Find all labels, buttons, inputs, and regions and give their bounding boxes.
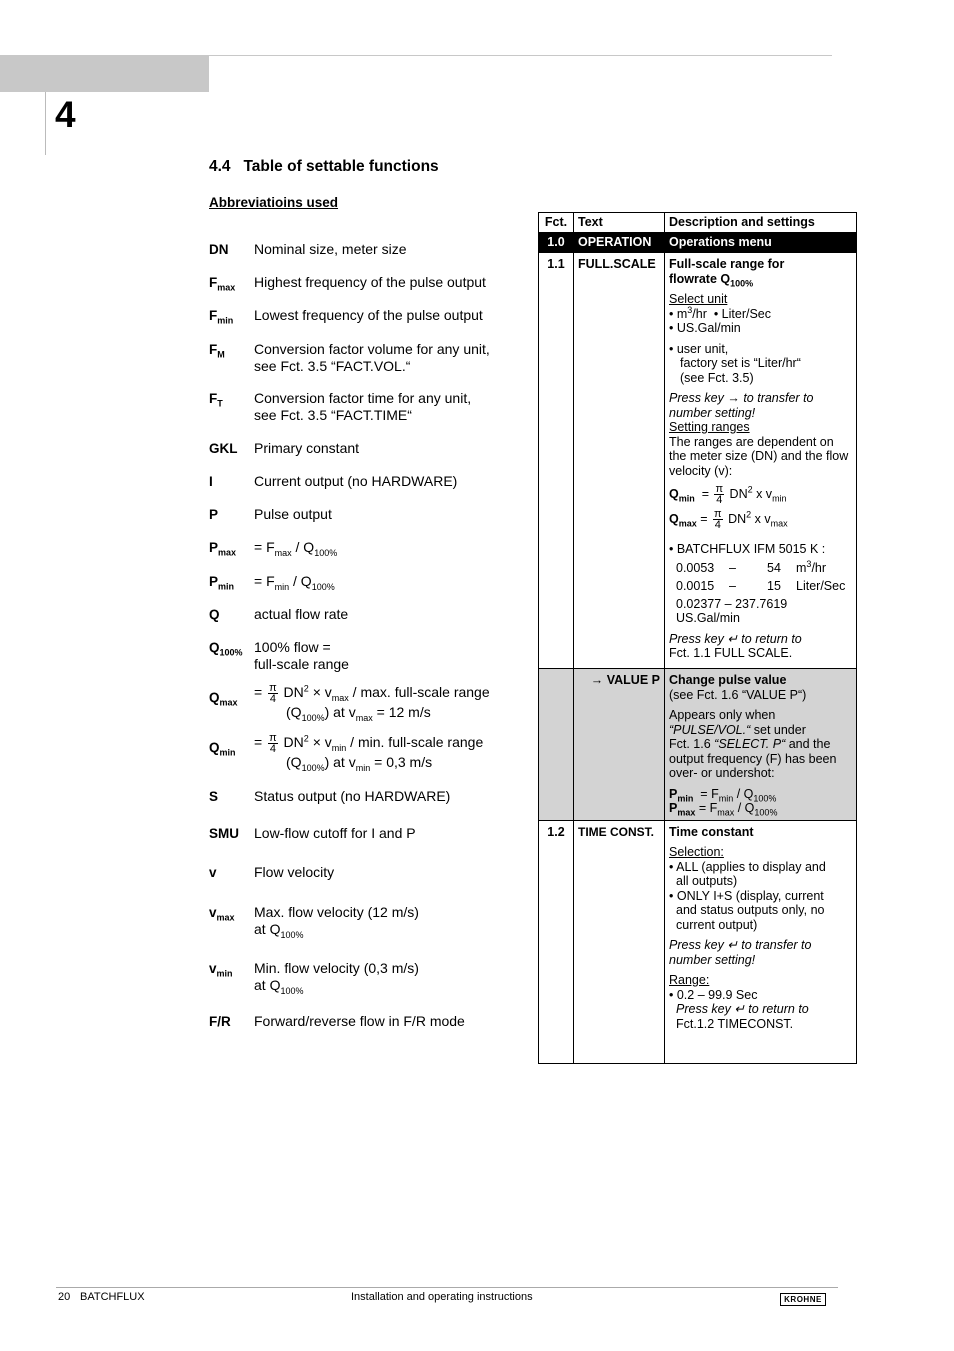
- chapter-number: 4: [55, 94, 76, 135]
- abbr-key: F/R: [209, 1014, 231, 1029]
- krohne-logo: KROHNE: [780, 1293, 826, 1306]
- abbr-value: Conversion factor volume for any unit, see Fct. 3.5 “FACT.VOL.“: [254, 341, 490, 374]
- desc-cell: Time constant Selection: • ALL (applies to display and all outputs) • ONLY I+S (display, current and status outputs only, no current output) Press key ↵ to transfer to number setting! Range: • 0.2 – 99.9 Sec Press key ↵ to return to Fct.1.2 TIMECONST.: [665, 820, 857, 1063]
- abbr-value: Conversion factor time for any unit, see Fct. 3.5 “FACT.TIME“: [254, 390, 472, 423]
- fct-cell: [539, 669, 574, 821]
- chapter-tab: [0, 55, 209, 92]
- pi-over-4: $\frac{\pi}{4}$: [715, 483, 724, 506]
- header-fct: Fct.: [539, 213, 574, 233]
- functions-table: [538, 212, 857, 1064]
- abbr-key: $v_{max}$: [209, 905, 235, 923]
- desc-cell: Change pulse value (see Fct. 1.6 “VALUE P“) Appears only when “PULSE/VOL.“ set under Fct. 1.6 “SELECT. P“ and the output frequency (F) has been over- or undershot: $P_{min} = F_{min} / Q_{100\%}$ $P_{max} = F_{max} / Q_{100\%}$: [665, 669, 857, 821]
- table-row-time-const: [539, 820, 857, 1063]
- section-title: 4.4 Table of settable functions: [209, 158, 439, 175]
- header-description: Description and settings: [665, 213, 857, 233]
- abbr-key: $F_T$: [209, 391, 223, 409]
- abbr-key: $P_{min}$: [209, 574, 235, 592]
- text-cell: FULL.SCALE: [574, 253, 665, 669]
- abbr-value: = $\frac{\pi}{4}$ $DN^2 \times v_{min} / \min$. full-scale range $(Q_{100\%})$ at $v_{min} = 0,3$ m/s: [254, 732, 484, 773]
- table-row-value-p: [539, 669, 857, 821]
- abbr-key: $F_{min}$: [209, 308, 234, 326]
- abbr-value: Flow velocity: [254, 864, 335, 880]
- abbr-value: = $\frac{\pi}{4}$ $DN^2 \times v_{max} / \max$. full-scale range $(Q_{100\%})$ at $v_{max} = 12$ m/s: [254, 682, 490, 723]
- abbr-value: Lowest frequency of the pulse output: [254, 307, 483, 323]
- abbr-value: actual flow rate: [254, 606, 349, 622]
- abbr-value: Current output (no HARDWARE): [254, 473, 458, 489]
- fct-cell: 1.0: [539, 233, 574, 253]
- abbr-key: SMU: [209, 826, 239, 841]
- abbr-key: $P_{max}$: [209, 540, 237, 558]
- abbr-value: Highest frequency of the pulse output: [254, 274, 486, 290]
- desc-cell: Full-scale range for flowrate $Q_{100\%}$ Select unit • $m^3/hr$ • Liter/Sec • US.Gal/min • user unit, factory set is “Liter/hr“ (see Fct. 3.5) Press key → to transfer to number setting! Setting ranges The ranges are dependent on the meter size (DN) and the flow velocity (v): $Q_{min}$ = $\frac{\pi}{4}$ $DN^2$ x $v_{min}$ $Q_{max}$ = $\frac{\pi}{4}$ $DN^2$ x $v_{max}$ • BATCHFLUX IFM 5015 K : 0.0053 – 54 $m^3/hr$ 0.0015 – 15 Liter/Sec 0.02377 – 237.7619 US.Gal/min Press key ↵ to return to Fct. 1.1 FULL SCALE.: [665, 253, 857, 669]
- page-number: 20: [58, 1291, 71, 1303]
- abbr-key: $v_{min}$: [209, 961, 233, 979]
- product-name: BATCHFLUX: [80, 1291, 145, 1303]
- abbr-value: Pulse output: [254, 506, 332, 522]
- abbr-key: $F_M$: [209, 342, 225, 360]
- abbr-value: = $F_{min} / Q_{100\%}$: [254, 573, 335, 592]
- header-text: Text: [574, 213, 665, 233]
- abbr-key: $Q_{min}$: [209, 740, 236, 758]
- abbr-value: Min. flow velocity (0,3 m/s) at $Q_{100\%}$: [254, 960, 419, 996]
- desc-cell: Operations menu: [665, 233, 857, 253]
- abbr-key: Q: [209, 607, 220, 622]
- abbreviations-heading: Abbreviatioins used: [209, 195, 339, 210]
- abbr-key: $F_{max}$: [209, 275, 236, 293]
- abbr-value: Low-flow cutoff for I and P: [254, 825, 416, 841]
- abbr-key: GKL: [209, 441, 238, 456]
- abbr-key: v: [209, 865, 217, 880]
- abbr-value: 100% flow = full-scale range: [254, 639, 349, 672]
- table-row-full-scale: [539, 253, 857, 669]
- abbr-value: Status output (no HARDWARE): [254, 788, 451, 804]
- header-rule: [209, 55, 832, 56]
- table-row-operation: [539, 233, 857, 253]
- pi-over-4: $\frac{\pi}{4}$: [269, 682, 277, 705]
- abbr-key: $Q_{100\%}$: [209, 640, 243, 658]
- abbr-key: DN: [209, 242, 229, 257]
- text-cell: OPERATION: [574, 233, 665, 253]
- abbr-value: Primary constant: [254, 440, 360, 456]
- document-title: Installation and operating instructions: [351, 1291, 533, 1303]
- table-header-row: [539, 213, 857, 233]
- text-cell: TIME CONST.: [574, 820, 665, 1063]
- abbr-value: Forward/reverse flow in F/R mode: [254, 1013, 465, 1029]
- abbr-key: S: [209, 789, 219, 804]
- abbr-value: = $F_{max} / Q_{100\%}$: [254, 539, 338, 558]
- footer-rule: [56, 1287, 838, 1288]
- text-cell: → VALUE P: [574, 669, 665, 821]
- chapter-divider: [45, 92, 46, 155]
- abbr-key: P: [209, 507, 219, 522]
- abbr-key: I: [209, 474, 213, 489]
- abbr-key: $Q_{max}$: [209, 690, 238, 708]
- pi-over-4: $\frac{\pi}{4}$: [714, 508, 722, 531]
- fct-cell: 1.1: [539, 253, 574, 669]
- abbr-value: Nominal size, meter size: [254, 241, 407, 257]
- abbr-value: Max. flow velocity (12 m/s) at $Q_{100\%}$: [254, 904, 419, 940]
- fct-cell: 1.2: [539, 820, 574, 1063]
- pi-over-4: $\frac{\pi}{4}$: [269, 732, 277, 755]
